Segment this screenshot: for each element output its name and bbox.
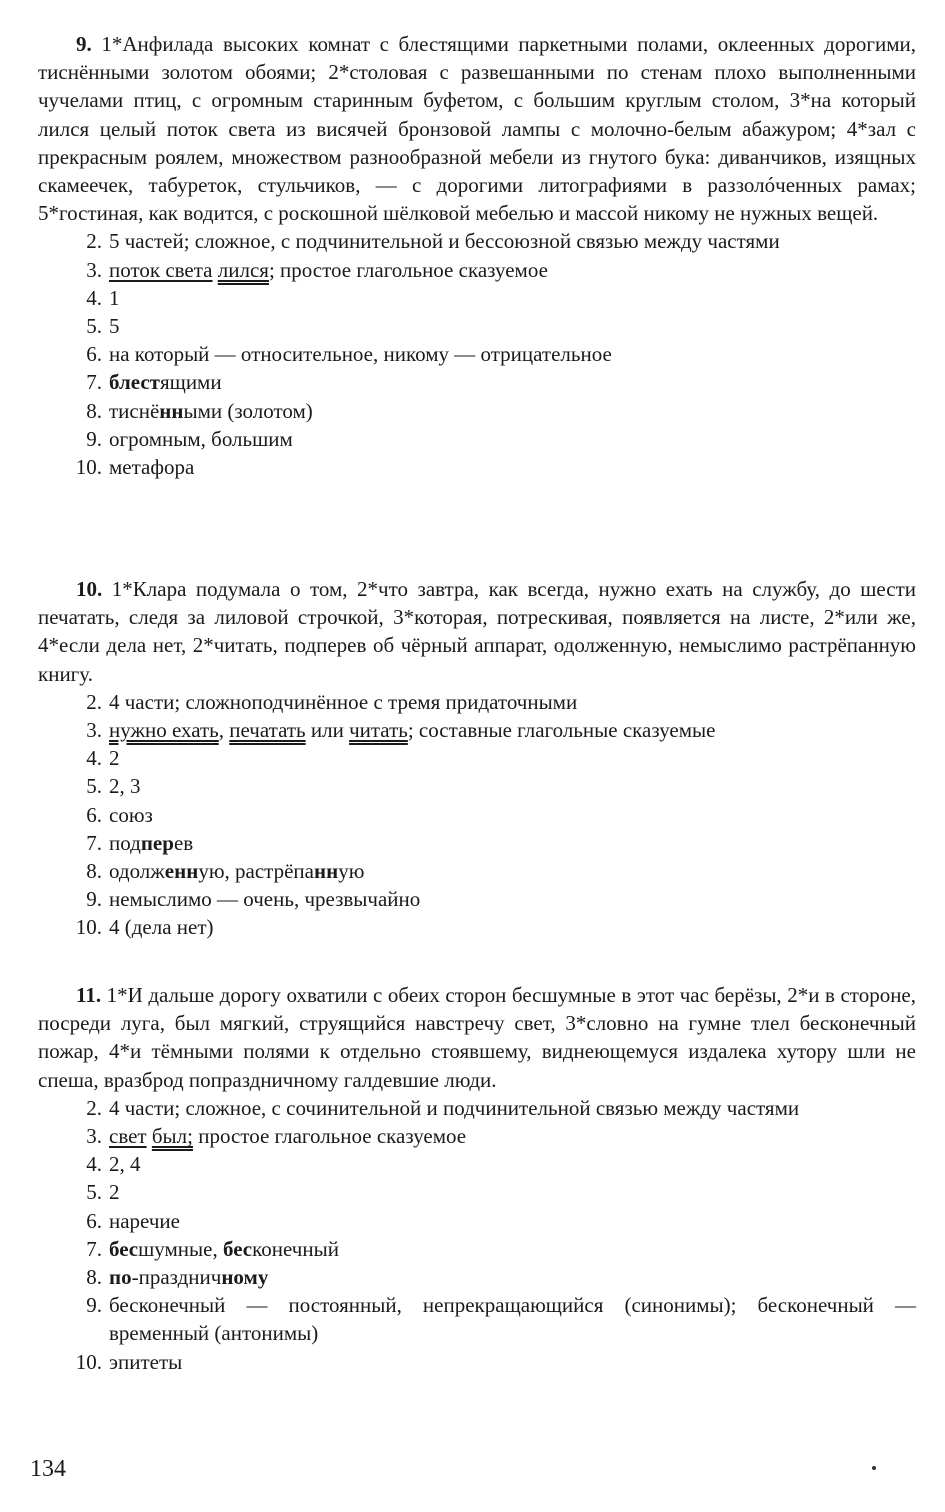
answer-3: 3. нужно ехать, печатать или читать; составные глагольные сказуемые	[86, 718, 716, 743]
exercise-9	[38, 30, 916, 481]
exercise-11	[38, 981, 916, 1376]
answer-4: 4. 1	[86, 285, 120, 310]
predicate-underlined: нужно ехать	[109, 718, 219, 743]
answers-list	[38, 227, 916, 481]
answer-9: 9. огромным, большим	[86, 426, 293, 451]
sentence-text: 1*Анфилада высоких комнат с блестящими паркетными полами, оклеенных дорогими, тиснёнными золотом обоями; 2*столовая с развешанными по стенам плохо выполненными чучелами птиц, с огромным старинным буфетом, с большим круглым столом, 3*на который лился целый поток света из висячей бронзовой лампы с молочно-белым абажуром; 4*зал с прекрасным роялем, множеством разнообразной мебели из гнутого бука: диванчиков, изящных скамеечек, табуреток, стульчиков, — с дорогими литографиями в раззолóченных рамах; 5*гостиная, как водится, с роскошной шёлковой мебелью и массой никому не нужных вещей.	[38, 32, 916, 226]
answer-6: 6. наречие	[86, 1208, 180, 1233]
answer-5: 5. 2, 3	[86, 774, 141, 799]
subject-underlined: свет	[109, 1124, 147, 1149]
answer-6: 6. на который — относительное, никому — отрицательное	[86, 342, 612, 367]
answer-2: 2. 5 частей; сложное, с подчинительной и бессоюзной связью между частями	[86, 229, 780, 254]
answer-9: 9. немыслимо — очень, чрезвычайно	[86, 887, 421, 912]
exercise-10-text	[38, 575, 916, 688]
answer-2: 2. 4 части; сложноподчинённое с тремя придаточными	[86, 689, 578, 714]
answer-7: 7. бесшумные, бесконечный	[86, 1236, 339, 1261]
answer-2: 2. 4 части; сложное, с сочинительной и подчинительной связью между частями	[86, 1095, 800, 1120]
sentence-text: 1*Клара подумала о том, 2*что завтра, как всегда, нужно ехать на службу, до шести печатать, следя за лиловой строчкой, 3*которая, потрескивая, появляется на листе, 2*или же, 4*если дела нет, 2*читать, подперев об чёрный аппарат, одолженную, немыслимо растрёпанную книгу.	[38, 577, 916, 686]
answer-10: 10. эпитеты	[75, 1349, 183, 1374]
answers-list	[38, 688, 916, 942]
predicate-underlined: был;	[151, 1124, 193, 1149]
answer-9: 9. бесконечный — постоянный, непрекращающийся (синонимы); бесконечный — временный (антонимы)	[86, 1293, 916, 1346]
answer-3: 3. поток света лился; простое глагольное сказуемое	[86, 257, 548, 282]
answer-6: 6. союз	[86, 802, 153, 827]
exercise-number: 10.	[76, 577, 103, 601]
answer-8: 8. одолженную, растрёпанную	[86, 859, 365, 884]
print-speck	[872, 1466, 876, 1470]
exercise-number: 11.	[76, 983, 102, 1007]
answer-10: 10. 4 (дела нет)	[75, 915, 214, 940]
page-number: 134	[30, 1456, 66, 1482]
predicate-underlined: лился	[217, 257, 269, 282]
exercise-11-text	[38, 981, 916, 1094]
predicate-underlined: печатать	[229, 718, 306, 743]
answer-4: 4. 2, 4	[86, 1152, 141, 1177]
answer-10: 10. метафора	[75, 455, 195, 480]
predicate-underlined: читать	[349, 718, 408, 743]
answer-5: 5. 2	[86, 1180, 120, 1205]
answer-4: 4. 2	[86, 746, 120, 771]
answer-3: 3. свет был; простое глагольное сказуемое	[86, 1124, 467, 1149]
exercise-9-text	[38, 30, 916, 227]
answer-8: 8. тиснёнными (золотом)	[86, 398, 313, 423]
answer-7: 7. блестящими	[86, 370, 222, 395]
answers-list	[38, 1094, 916, 1376]
answer-5: 5. 5	[86, 314, 120, 339]
answer-8: 8. по-праздничному	[86, 1265, 269, 1290]
exercise-number: 9.	[76, 32, 92, 56]
subject-underlined: поток света	[109, 257, 213, 282]
sentence-text: 1*И дальше дорогу охватили с обеих сторон бесшумные в этот час берёзы, 2*и в стороне, посреди луга, был мягкий, струящийся навстречу свет, 3*словно на гумне тлел бесконечный пожар, 4*и тёмными полями к отдельно стоявшему, виднеющемуся издалека хутору шли не спеша, вразброд попраздничному галдевшие люди.	[38, 983, 917, 1092]
answer-7: 7. подперев	[86, 830, 194, 855]
exercise-10	[38, 575, 916, 942]
